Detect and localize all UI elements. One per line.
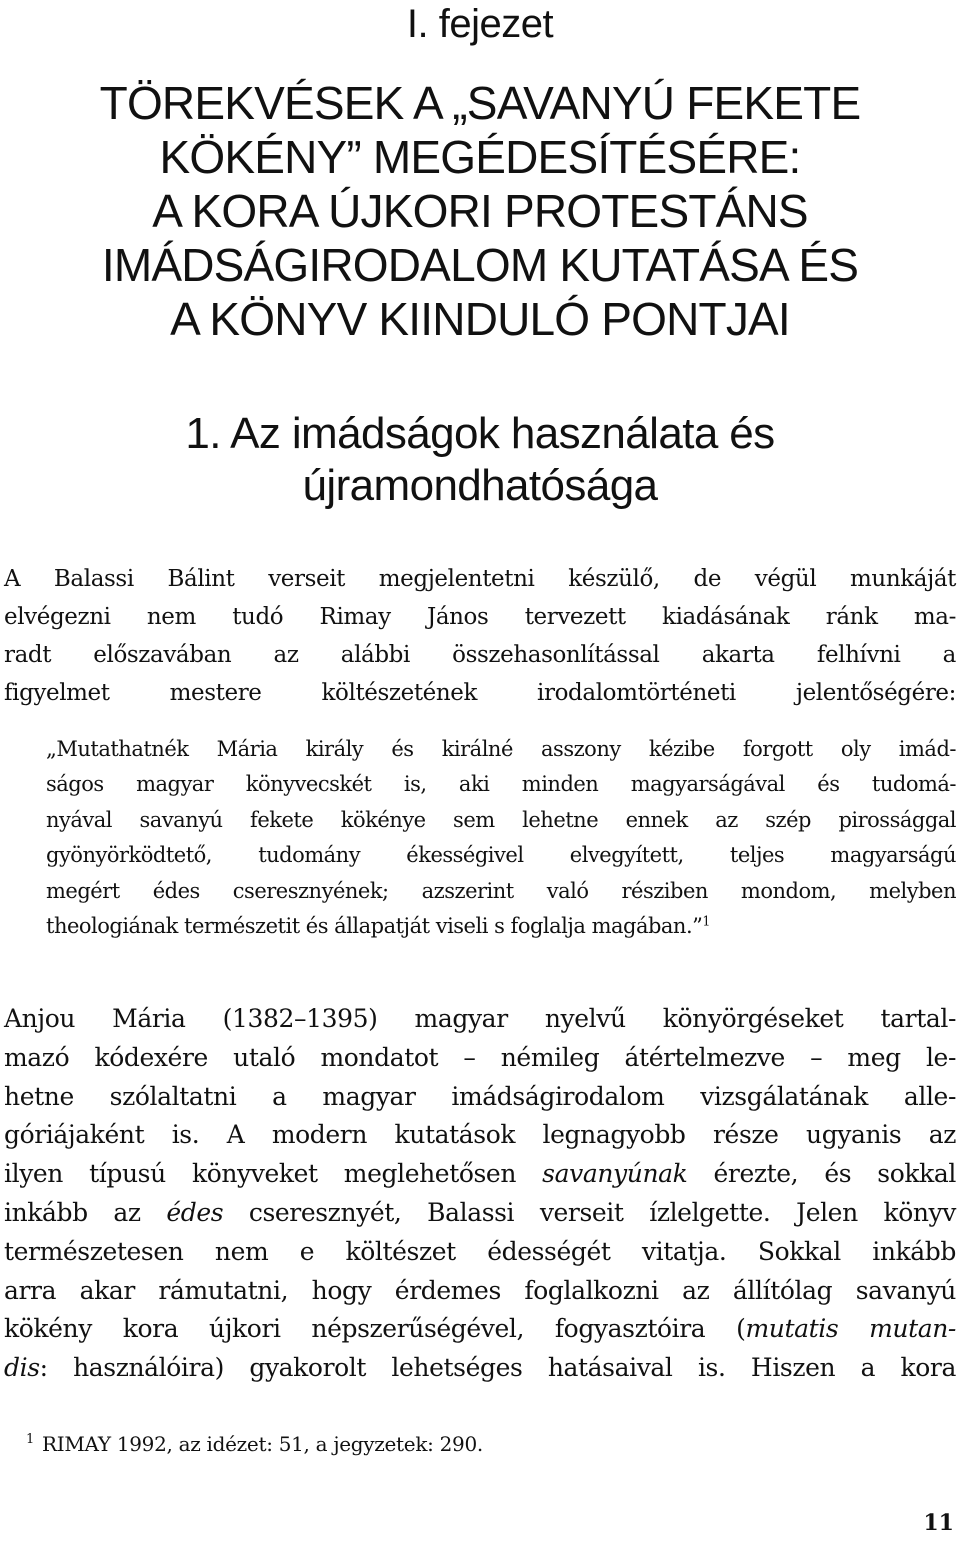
main-paragraph <box>4 1000 956 1388</box>
text-segment: érezte, és sokkal <box>687 1159 956 1189</box>
section-heading <box>0 408 960 512</box>
footnote-reference[interactable]: 1 <box>702 913 710 929</box>
text-line: Anjou Mária (1382–1395) magyar nyelvű könyörgéseket tartal- <box>4 1004 956 1033</box>
text-segment: ilyen típusú könyveket meglehetősen <box>4 1159 543 1189</box>
footnote-number: 1 <box>26 1432 34 1447</box>
section-heading-line: újramondhatósága <box>302 461 658 510</box>
chapter-title-line: IMÁDSÁGIRODALOM KUTATÁSA ÉS <box>101 239 859 291</box>
text-line <box>4 1155 956 1194</box>
page-number: 11 <box>923 1510 954 1536</box>
text-line: mazó kódexére utaló mondatot – némileg átértelmezve – meg le- <box>4 1042 956 1072</box>
quote-line: megért édes cseresznyének; azszerint való résziben mondom, melyben <box>46 878 956 903</box>
chapter-title-line: A KORA ÚJKORI PROTESTÁNS <box>152 185 808 237</box>
emphasis: dis <box>4 1353 40 1383</box>
text-line: arra akar rámutatni, hogy érdemes foglalkozni az állítólag savanyú <box>4 1275 956 1305</box>
quote-text: theologiának természetit és állapatját viseli s foglalja magában.” <box>46 914 703 939</box>
text-line <box>4 1310 956 1349</box>
quote-line-last <box>46 909 956 944</box>
quote-line: gyönyörködtető, tudomány ékességivel elvegyített, teljes magyarságú <box>46 843 956 868</box>
text-line <box>4 1349 956 1388</box>
text-line: elvégezni nem tudó Rimay János tervezett kiadásának ránk ma- <box>4 604 956 630</box>
footnote-text: RIMAY 1992, az idézet: 51, a jegyzetek: 290. <box>41 1432 483 1456</box>
text-line: góriájaként is. A modern kutatások legnagyobb része ugyanis az <box>4 1120 956 1150</box>
quote-line: nyával savanyú fekete kökénye sem lehetne ennek az szép pirossággal <box>46 807 956 832</box>
chapter-title-line: A KÖNYV KIINDULÓ PONTJAI <box>170 293 790 345</box>
footnote <box>4 1427 904 1457</box>
text-segment: cseresznyét, Balassi verseit ízlelgette. Jelen könyv <box>223 1197 956 1227</box>
text-line: természetesen nem e költészet édességét vitatja. Sokkal inkább <box>4 1236 956 1266</box>
chapter-title <box>0 76 960 346</box>
text-segment: inkább az <box>4 1197 167 1227</box>
emphasis: édes <box>166 1197 224 1227</box>
text-line: A Balassi Bálint verseit megjelentetni készülő, de végül munkáját <box>4 566 956 592</box>
quote-line: ságos magyar könyvecskét is, aki minden magyarságával és tudomá- <box>46 772 956 797</box>
block-quote <box>46 732 956 944</box>
text-line: hetne szólaltatni a magyar imádságirodalom vizsgálatának alle- <box>4 1081 956 1111</box>
text-segment: : használóira) gyakorolt lehetséges hatásaival is. Hiszen a kora <box>39 1353 956 1383</box>
chapter-title-line: TÖREKVÉSEK A „SAVANYÚ FEKETE <box>99 77 861 129</box>
quote-line: „Mutathatnék Mária király és királné asszony kézibe forgott oly imád- <box>46 737 956 761</box>
text-line <box>4 1194 956 1233</box>
emphasis: savanyúnak <box>542 1159 688 1189</box>
chapter-title-line: KÖKÉNY” MEGÉDESÍTÉSÉRE: <box>159 131 801 183</box>
emphasis: mutatis mutan- <box>745 1314 956 1344</box>
chapter-heading: I. fejezet <box>406 2 554 46</box>
text-line: figyelmet mestere költészetének irodalomtörténeti jelentőségére: <box>4 680 956 706</box>
text-segment: kökény kora újkori népszerűségével, fogyasztóira ( <box>4 1314 746 1344</box>
text-line: radt előszavában az alábbi összehasonlítással akarta felhívni a <box>4 642 956 668</box>
section-heading-line: 1. Az imádságok használata és <box>185 409 775 458</box>
intro-paragraph <box>4 560 956 712</box>
